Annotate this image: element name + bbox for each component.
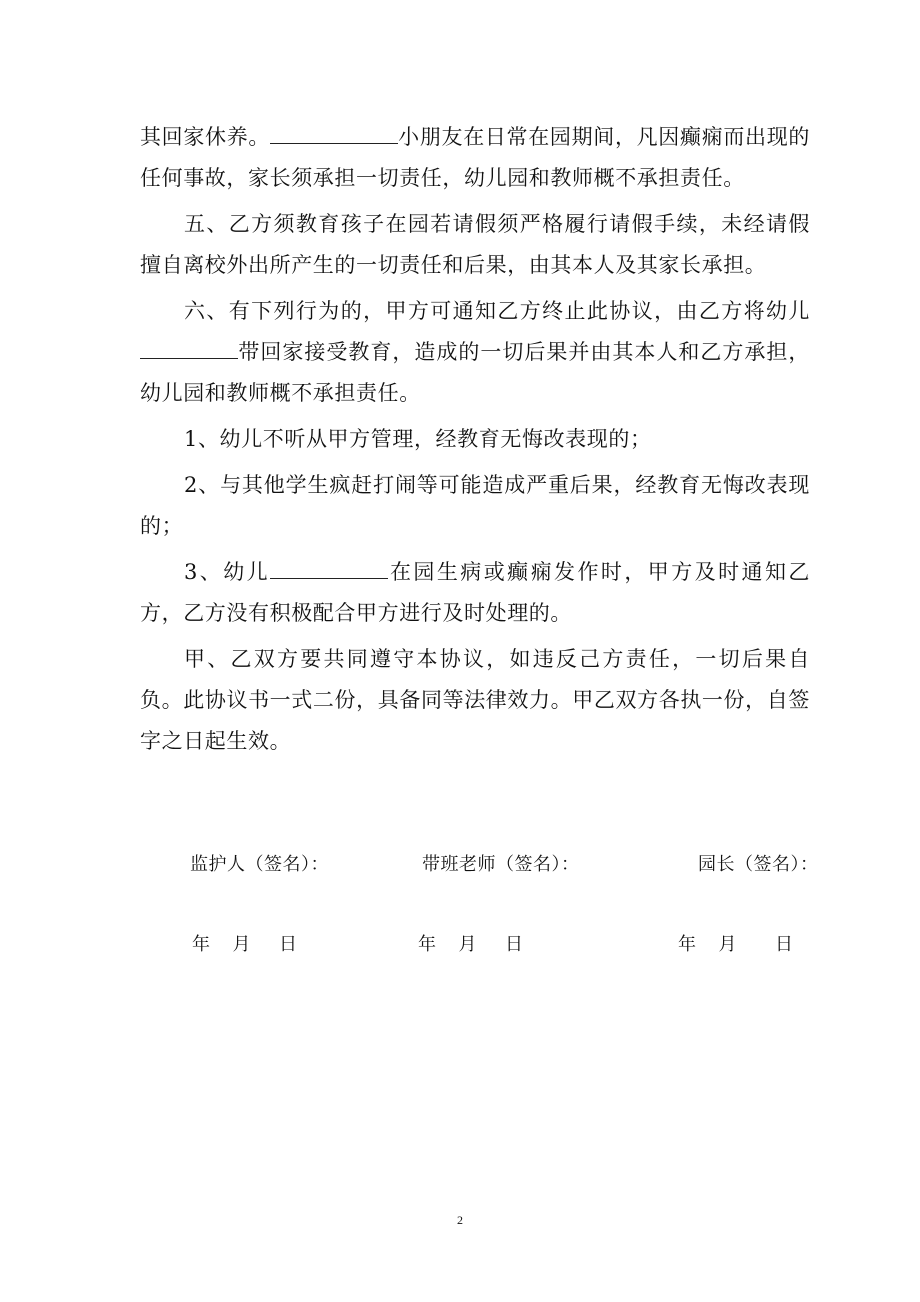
month-label: 月 <box>718 934 737 955</box>
teacher-date <box>418 930 524 956</box>
paragraph-closing: 甲、乙双方要共同遵守本协议，如违反己方责任，一切后果自负。此协议书一式二份，具备同等法律效力。甲乙双方各执一份，自签字之日起生效。 <box>140 647 810 753</box>
paragraph-item-2: 2、与其他学生疯赶打闹等可能造成严重后果，经教育无悔改表现的； <box>140 473 810 538</box>
guardian-signature-label: 监护人（签名）： <box>190 854 329 875</box>
month-label: 月 <box>232 934 251 955</box>
year-label: 年 <box>192 934 211 955</box>
paragraph-item-3 <box>140 552 810 634</box>
paragraph-item-1: 1、幼儿不听从甲方管理，经教育无悔改表现的； <box>184 427 652 451</box>
day-label: 日 <box>279 934 298 955</box>
paragraph-clause-5: 五、乙方须教育孩子在园若请假须严格履行请假手续，未经请假擅自离校外出所产生的一切责任和后果，由其本人及其家长承担。 <box>140 212 810 277</box>
day-label: 日 <box>775 934 794 955</box>
month-label: 月 <box>458 934 477 955</box>
fill-in-blank <box>140 337 238 359</box>
paragraph-text: 3、幼儿 <box>184 560 271 584</box>
paragraph-text: 其回家休养。 <box>140 125 271 149</box>
year-label: 年 <box>678 934 697 955</box>
paragraph-text: 在园生病或癫痫发作时，甲方及时通知乙方，乙方没有积极配合甲方进行及时处理的。 <box>140 560 810 625</box>
principal-date <box>678 930 794 956</box>
year-label: 年 <box>418 934 437 955</box>
teacher-signature-label: 带班老师（签名）： <box>422 854 580 875</box>
principal-signature-label: 园长（签名）： <box>698 854 819 875</box>
fill-in-blank <box>270 122 398 144</box>
paragraph-text: 带回家接受教育，造成的一切后果并由其本人和乙方承担，幼儿园和教师概不承担责任。 <box>140 340 810 405</box>
day-label: 日 <box>505 934 524 955</box>
page-number: 2 <box>457 1213 463 1227</box>
guardian-date <box>192 930 298 956</box>
paragraph-continuation <box>140 117 810 199</box>
fill-in-blank <box>270 557 388 579</box>
paragraph-text: 六、有下列行为的，甲方可通知乙方终止此协议，由乙方将幼儿 <box>184 299 810 323</box>
paragraph-text: 小朋友在日常在园期间，凡因癫痫而出现的任何事故，家长须承担一切责任，幼儿园和教师概不承担责任。 <box>140 125 810 190</box>
paragraph-clause-6 <box>140 291 810 414</box>
agreement-body <box>140 117 810 767</box>
